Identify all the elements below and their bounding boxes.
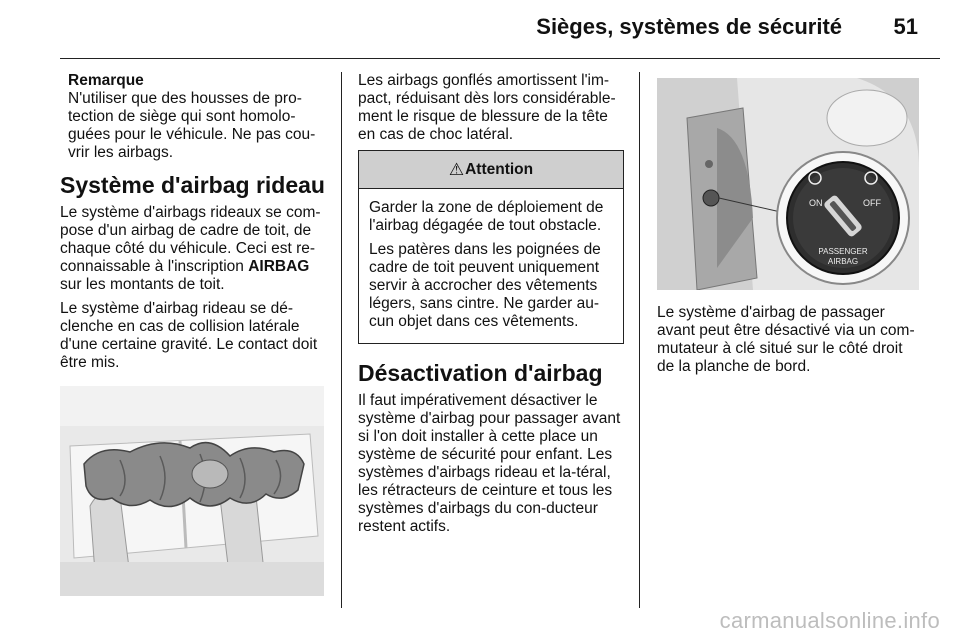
remark-text: N'utiliser que des housses de pro-tection de siège qui sont homolo-guées pour le véhicule. Ne pas cou-vrir les airbags. [68, 90, 316, 161]
section-heading-airbag-deactivation: Désactivation d'airbag [358, 360, 603, 386]
watermark: carmanualsonline.info [719, 608, 940, 633]
column-right [657, 72, 919, 382]
warning-body [359, 189, 623, 343]
warning-box [358, 150, 624, 344]
deactivation-paragraph: Il faut impérativement désactiver le système d'airbag pour passager avant si l'on doit installer à cette place un système de sécurité pour enfant. Les systèmes d'airbags rideau et la-téral, les rétracteurs de ceinture et tous les systèmes d'airbags du con-ducteur restent actifs. [358, 392, 621, 535]
curtain-airbag-illustration [60, 386, 324, 596]
section-heading-curtain-airbag: Système d'airbag rideau [60, 172, 325, 198]
warning-paragraph-2: Les patères dans les poignées de cadre de toit peuvent uniquement servir à accrocher des vêtements légers, sans cintre. Ne garder au-cun objet dans ces vêtements. [369, 241, 601, 330]
page-number: 51 [893, 14, 918, 39]
switch-on-label: ON [809, 198, 823, 208]
passenger-airbag-switch-illustration [657, 78, 919, 290]
remark-title: Remarque [68, 72, 144, 89]
warning-title: Attention [465, 160, 534, 178]
switch-off-label: OFF [863, 198, 881, 208]
para-text: sur les montants de toit. [60, 276, 225, 293]
para-text: Le système d'airbags rideaux se com-pose d'un airbag de cadre de toit, de chaque côté du véhicule. Ceci est re-connaissable à l'inscription [60, 204, 321, 275]
warning-paragraph-1: Garder la zone de déploiement de l'airbag dégagée de tout obstacle. [369, 199, 604, 234]
column-divider-left [341, 72, 342, 608]
curtain-airbag-paragraph-1 [60, 204, 326, 294]
column-middle [358, 72, 624, 542]
page-title: Sièges, systèmes de sécurité [536, 14, 842, 39]
remark-note [68, 72, 326, 162]
warning-icon: ⚠ [448, 159, 465, 179]
warning-header [359, 151, 623, 189]
airbag-inscription: AIRBAG [248, 258, 310, 275]
curtain-airbag-paragraph-2: Le système d'airbag rideau se dé-clenche en cas de collision latérale d'une certaine gravité. Le contact doit être mis. [60, 300, 318, 371]
column-left [60, 72, 326, 596]
page-header [0, 0, 960, 62]
switch-label-airbag: AIRBAG [827, 257, 859, 266]
switch-label-passenger: PASSENGER [818, 247, 868, 256]
header-rule [60, 58, 940, 59]
switch-caption: Le système d'airbag de passager avant peut être désactivé via un com-mutateur à clé situé sur le côté droit de la planche de bord. [657, 304, 915, 375]
column-divider-right [639, 72, 640, 608]
inflated-airbag-paragraph: Les airbags gonflés amortissent l'im-pact, réduisant dès lors considérable-ment le risque de blessure de la tête en cas de choc latéral. [358, 72, 616, 143]
